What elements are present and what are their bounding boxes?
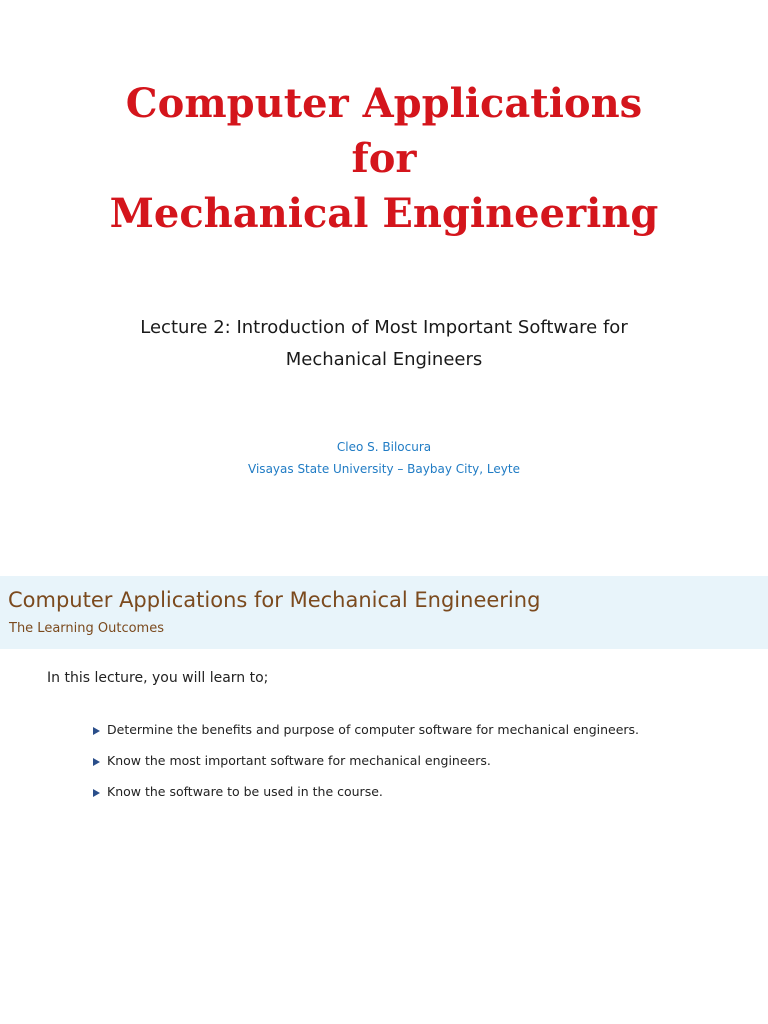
triangle-bullet-icon: [93, 789, 100, 797]
author-name: Cleo S. Bilocura: [336, 440, 432, 454]
author-affiliation: Visayas State University – Baybay City, Leyte: [248, 462, 520, 476]
intro-text: In this lecture, you will learn to;: [47, 670, 269, 686]
title-line-2: for: [351, 135, 417, 182]
subtitle-line-2: Mechanical Engineers: [285, 349, 483, 370]
list-item: [93, 784, 639, 815]
triangle-bullet-icon: [93, 727, 100, 735]
title-line-1: Computer Applications: [125, 80, 643, 127]
author-block: [0, 436, 768, 480]
subtitle-line-1: Lecture 2: Introduction of Most Important Software for: [140, 317, 628, 338]
outcomes-list: [93, 722, 639, 815]
learning-outcomes-slide: [0, 576, 768, 1024]
slide-header-title: Computer Applications for Mechanical Engineering: [8, 588, 541, 612]
lecture-subtitle: [40, 312, 728, 376]
list-item: [93, 722, 639, 753]
slide-header: [0, 576, 768, 649]
triangle-bullet-icon: [93, 758, 100, 766]
slide-title: [0, 76, 768, 241]
list-item-text: Know the software to be used in the course.: [107, 784, 383, 799]
title-line-3: Mechanical Engineering: [109, 190, 659, 237]
list-item-text: Know the most important software for mechanical engineers.: [107, 753, 491, 768]
list-item: [93, 753, 639, 784]
slide-header-subtitle: The Learning Outcomes: [9, 621, 164, 636]
list-item-text: Determine the benefits and purpose of computer software for mechanical engineers.: [107, 722, 640, 737]
